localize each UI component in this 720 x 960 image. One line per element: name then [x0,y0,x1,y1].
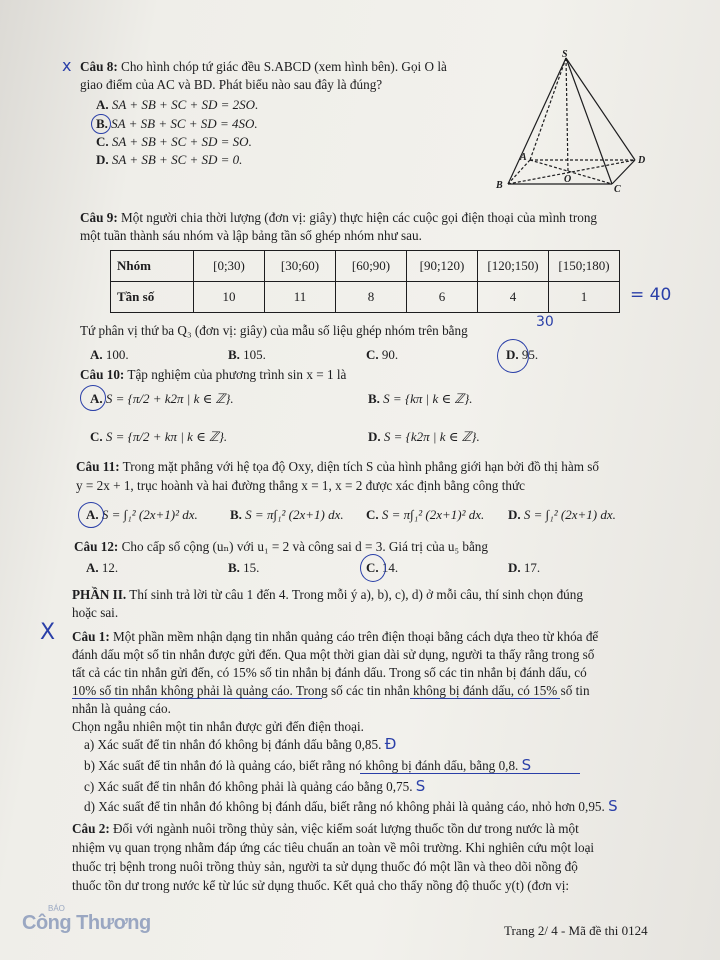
q10-line [80,366,346,383]
option-text: S = {k2π | k ∈ ℤ}. [383,429,480,444]
handwritten-mark: S [521,756,532,774]
q8-option-d[interactable] [96,151,242,168]
q11-option-b[interactable] [230,506,344,523]
handwritten-note-30: 30 [536,314,554,330]
answer-circle-q8 [91,114,111,134]
p2q1-line1 [72,628,598,645]
p2q2-text1: Đối với ngành nuôi trồng thủy sản, việc kiểm soát lượng thuốc tồn dư trong nước là một [113,821,579,836]
option-key: B. [228,560,240,575]
vertex-label-a: A [520,152,527,163]
part2-label: PHẦN II. [72,587,127,602]
p2q2-label: Câu 2: [72,821,110,836]
frequency-table [110,250,620,313]
q11-label: Câu 11: [76,459,120,474]
q10-option-b[interactable] [368,390,473,407]
table-cell: 1 [549,282,620,313]
handwritten-underline [72,698,322,699]
q8-option-b[interactable] [96,115,258,132]
vertex-label-d: D [638,155,646,166]
item-text: a) Xác suất để tin nhắn đó không bị đánh dấu bằng 0,85. [84,737,382,752]
p2q1-line6: Chọn ngẫu nhiên một tin nhắn được gửi đến điện thoại. [72,719,364,734]
handwritten-mark: S [415,777,426,795]
q10-text: Tập nghiệm của phương trình sin x = 1 là [127,367,347,382]
q10-option-c[interactable] [90,428,227,445]
q12-line [74,538,488,555]
q12-option-b[interactable] [228,559,259,576]
option-key: A. [90,347,103,362]
option-text: 14. [381,560,399,575]
option-key: A. [90,391,103,406]
table-row-frequency [111,282,620,313]
option-key: B. [96,116,108,131]
part2-line1 [72,586,583,603]
option-key: C. [366,560,379,575]
option-key: B. [368,391,380,406]
p2q1-text1: Một phần mềm nhận dạng tin nhắn quảng cáo trên điện thoại bằng cách dựa theo từ khóa để [113,629,599,644]
table-cell: 4 [478,282,549,313]
option-key: A. [86,560,99,575]
option-text: 105. [243,347,266,362]
handwritten-underline [410,698,560,699]
option-key: A. [96,97,109,112]
q11-text1: Trong mặt phẳng với hệ tọa độ Oxy, diện tích S của hình phẳng giới hạn bởi đồ thị hàm số [122,459,599,474]
handwritten-note-total: = 40 [630,285,672,305]
q8-option-a[interactable] [96,96,258,113]
answer-circle-q12 [360,554,386,582]
handwritten-mark-p2q1: X [40,620,56,645]
handwritten-mark-q8: x [62,56,72,75]
option-key: C. [366,507,379,522]
q10-option-a[interactable] [90,390,234,407]
option-text: 17. [523,560,541,575]
q11-line1 [76,458,599,475]
part2-text1: Thí sinh trả lời từ câu 1 đến 4. Trong mỗi ý a), b), c), d) ở mỗi câu, thí sinh chọn đúng [129,587,583,602]
option-key: D. [368,429,381,444]
p2q1-item-b[interactable] [84,757,531,774]
option-key: A. [86,507,99,522]
option-text: S = {π/2 + kπ | k ∈ ℤ}. [105,429,228,444]
table-cell: 6 [407,282,478,313]
option-text: SA + SB + SC + SD = 2SO. [111,97,259,112]
table-cell: [0;30) [194,251,265,282]
item-text: c) Xác suất để tin nhắn đó không phải là quảng cáo bằng 0,75. [84,779,413,794]
q10-label: Câu 10: [80,367,125,382]
answer-circle-q10 [80,385,106,411]
q8-text1: Cho hình chóp tứ giác đều S.ABCD (xem hình bên). Gọi O là [121,59,447,74]
p2q1-line3: tất cả các tin nhắn gửi đến, có 15% số tin nhắn bị đánh dấu. Trong số các tin nhắn bị đánh dấu, có [72,665,587,680]
q11-option-d[interactable] [508,506,616,523]
q8-line2: giao điểm của AC và BD. Phát biểu nào sau đây là đúng? [80,77,383,92]
p2q1-label: Câu 1: [72,629,110,644]
table-row-header [111,251,620,282]
publisher-logo: Công Thương [22,912,151,934]
option-text: 90. [381,347,399,362]
p2q1-line4: 10% số tin nhắn không phải là quảng cáo. Trong số các tin nhắn không bị đánh dấu, có 15% số tin [72,683,590,698]
q8-label: Câu 8: [80,59,118,74]
handwritten-mark: S [608,797,618,815]
table-cell: Nhóm [111,251,194,282]
vertex-label-c: C [614,184,621,195]
answer-circle-q9 [497,339,529,373]
q12-option-d[interactable] [508,559,540,576]
option-text: 15. [243,560,260,575]
q8-option-c[interactable] [96,133,252,150]
p2q1-line5: nhắn là quảng cáo. [72,701,171,716]
option-key: C. [366,347,379,362]
table-cell: [30;60) [265,251,336,282]
option-text: S = {π/2 + k2π | k ∈ ℤ}. [105,391,234,406]
p2q1-item-d[interactable] [84,798,618,815]
q12-text: Cho cấp số cộng (uₙ) với u₁ = 2 và công sai d = 3. Giá trị của u₅ bằng [121,539,488,554]
vertex-label-s: S [562,49,568,60]
option-key: B. [228,347,240,362]
table-cell: 10 [194,282,265,313]
p2q1-item-a[interactable] [84,736,396,753]
q12-label: Câu 12: [74,539,119,554]
q9-line2: một tuần thành sáu nhóm và lập bảng tần số ghép nhóm như sau. [80,228,422,243]
option-text: SA + SB + SC + SD = 4SO. [111,116,258,131]
q9-option-c[interactable] [366,346,398,363]
answer-circle-q11 [78,502,104,528]
item-text: d) Xác suất để tin nhắn đó không bị đánh dấu, biết rằng nó không phải là quảng cáo, nhỏ hơn 0,95. [84,799,605,814]
table-cell: [60;90) [336,251,407,282]
table-cell: [120;150) [478,251,549,282]
option-key: D. [508,507,521,522]
q9-text1: Một người chia thời lượng (đơn vị: giây) thực hiện các cuộc gọi điện thoại của mình trong [121,210,598,225]
p2q1-item-c[interactable] [84,778,425,795]
table-cell: [90;120) [407,251,478,282]
p2q2-line4: thuốc tồn dư trong nước kể từ lúc sử dụng thuốc. Kết quả cho thấy nồng độ thuốc y(t) (đơn vị: [72,878,570,893]
part2-line2: hoặc sai. [72,605,119,620]
option-key: C. [90,429,103,444]
q11-option-c[interactable] [366,506,484,523]
table-cell: [150;180) [549,251,620,282]
option-text: S = ∫₁² (2x+1)² dx. [101,507,198,522]
pyramid-figure [490,48,650,198]
table-cell: 8 [336,282,407,313]
q9-label: Câu 9: [80,210,118,225]
option-text: S = ∫₁² (2x+1) dx. [523,507,616,522]
option-text: S = {kπ | k ∈ ℤ}. [383,391,473,406]
p2q2-line2: nhiệm vụ quan trọng nhằm đáp ứng các tiêu chuẩn an toàn về môi trường. Khi nghiên cứu một loại [72,840,595,855]
q8-line1 [80,58,447,75]
p2q1-line2: đánh dấu một số tin nhắn được gửi đến. Qua một thời gian dài sử dụng, người ta thấy rằng trong số [72,647,595,662]
q12-option-a[interactable] [86,559,118,576]
option-text: S = π∫₁² (2x+1)² dx. [381,507,485,522]
p2q2-line3: thuốc trị bệnh trong nuôi trồng thủy sản, người ta sử dụng thuốc đó một lần và theo dõi nồng độ [72,859,578,874]
handwritten-mark: Đ [384,735,397,753]
option-text: S = π∫₁² (2x+1) dx. [245,507,344,522]
q10-option-d[interactable] [368,428,480,445]
item-text: b) Xác suất để tin nhắn đó là quảng cáo, biết rằng nó không bị đánh dấu, bằng 0,8. [84,758,519,773]
q11-line2: y = 2x + 1, trục hoành và hai đường thẳng x = 1, x = 2 được xác định bằng công thức [76,478,525,493]
option-key: D. [96,152,109,167]
q9-option-b[interactable] [228,346,266,363]
q9-line1 [80,209,597,226]
option-key: D. [506,347,519,362]
vertex-label-o: O [564,174,572,185]
table-cell: Tần số [111,282,194,313]
option-key: C. [96,134,109,149]
option-text: SA + SB + SC + SD = SO. [111,134,252,149]
q9-question: Tứ phân vị thứ ba Q₃ (đơn vị: giây) của mẫu số liệu ghép nhóm trên bằng [80,323,468,338]
logo-small-text: BÁO [48,904,65,913]
handwritten-underline [360,773,580,774]
option-text: SA + SB + SC + SD = 0. [111,152,243,167]
page-footer: Trang 2/ 4 - Mã đề thi 0124 [504,923,648,938]
table-cell: 11 [265,282,336,313]
option-key: B. [230,507,242,522]
option-key: D. [508,560,521,575]
option-text: 12. [101,560,119,575]
p2q2-line1 [72,820,579,837]
vertex-label-b: B [496,180,503,191]
option-text: 100. [105,347,129,362]
q9-option-a[interactable] [90,346,129,363]
option-text: 95. [521,347,539,362]
